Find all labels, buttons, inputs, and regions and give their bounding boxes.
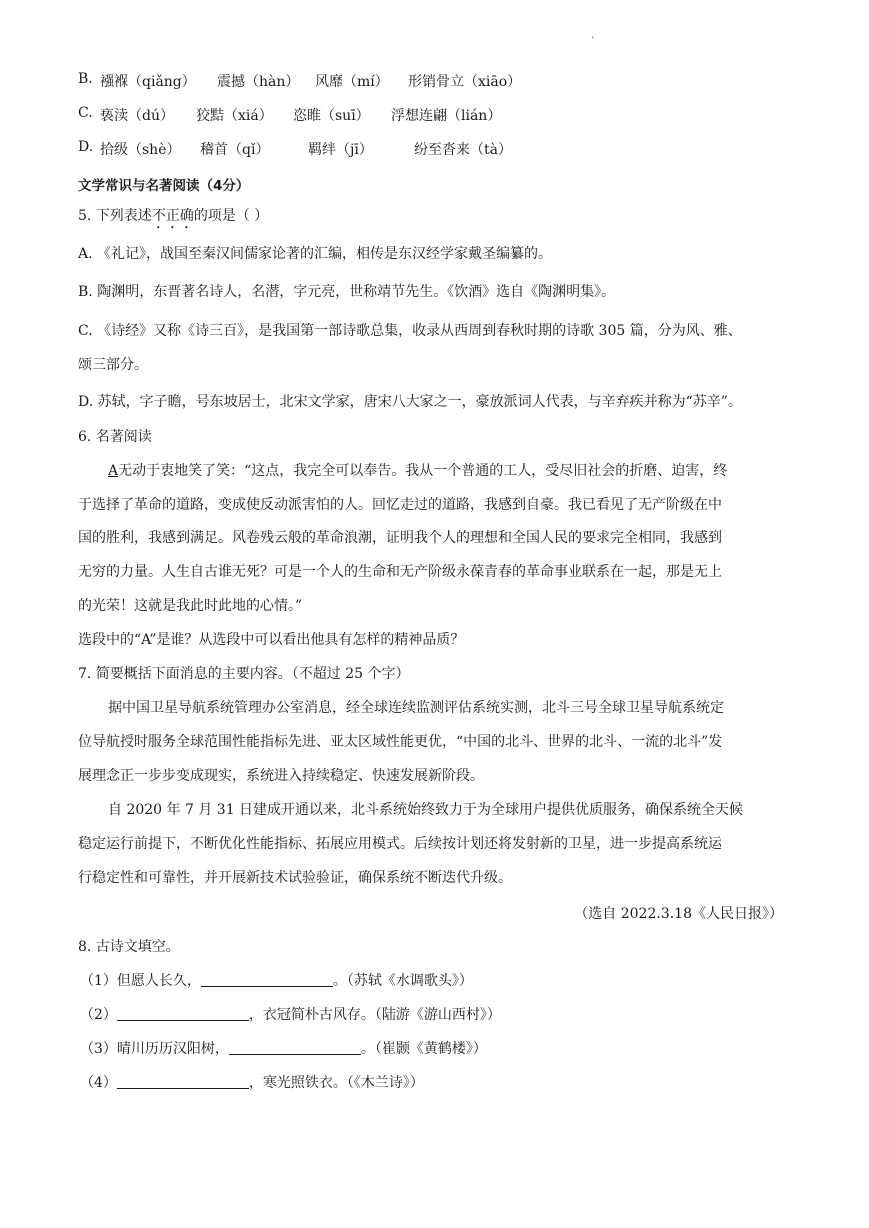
item-suffix: 。（苏轼《水调歌头》） [332, 973, 473, 989]
option-word: 恣睢（suī） [293, 108, 370, 124]
option-label: C. [78, 105, 93, 121]
q5-stem-emphasis: 不正确 [151, 208, 194, 224]
q6-passage-line5: 的光荣！这就是我此时此地的心情。” [78, 598, 303, 614]
option-word: 稽首（qǐ） [200, 142, 270, 158]
q8-item-1 [80, 971, 473, 991]
header-mark: . [591, 30, 595, 41]
option-word: 浮想连翩（lián） [391, 108, 502, 124]
option-word: 形销骨立（xiāo） [408, 74, 522, 90]
option-label: B. [78, 71, 93, 87]
q7-paragraph1-line1: 据中国卫星导航系统管理办公室消息，经全球连续监测评估系统实测，北斗三号全球卫星导航系统定 [108, 700, 724, 716]
q7-title: 7. 简要概括下面消息的主要内容。（不超过 25 个字） [78, 666, 410, 682]
q5-option-c-line1: C. 《诗经》又称《诗三百》，是我国第一部诗歌总集，收录从西周到春秋时期的诗歌 305 篇，分为风、雅、 [78, 323, 742, 339]
fill-in-blank[interactable] [117, 1006, 249, 1021]
q6-passage-line4: 无穷的力量。人生自古谁无死？可是一个人的生命和无产阶级永葆青春的革命事业联系在一起，那是无上 [78, 564, 722, 580]
item-suffix: 。（崔颢《黄鹤楼》） [360, 1041, 487, 1057]
option-word: 震撼（hàn） [217, 74, 300, 90]
item-suffix: ，衣冠简朴古风存。（陆游《游山西村》） [248, 1007, 501, 1023]
q5-option-a: A. 《礼记》，战国至秦汉间儒家论著的汇编，相传是东汉经学家戴圣编纂的。 [78, 246, 553, 262]
option-word: 风靡（mí） [315, 74, 389, 90]
option-word: 襁褓（qiǎng） [100, 74, 196, 90]
item-number: （2） [80, 1007, 117, 1023]
item-prefix: 但愿人长久， [116, 973, 201, 989]
option-word: 羁绊（jī） [308, 142, 373, 158]
option-word: 狡黠（xiá） [196, 108, 273, 124]
option-word: 拾级（shè） [100, 142, 181, 158]
q7-paragraph2-line2: 稳定运行前提下，不断优化性能指标、拓展应用模式。后续按计划还将发射新的卫星，进一步提高系统运 [78, 836, 722, 852]
item-number: （1） [80, 973, 117, 989]
q6-passage-text: 无动于衷地笑了笑：“这点，我完全可以奉告。我从一个普通的工人，受尽旧社会的折磨、迫害，终 [118, 463, 728, 479]
q8-item-4 [80, 1073, 424, 1093]
fill-in-blank[interactable] [201, 972, 333, 987]
option-word: 纷至沓来（tà） [414, 142, 512, 158]
option-word: 亵渎（dú） [100, 108, 174, 124]
q7-paragraph1-line2: 位导航授时服务全球范围性能指标先进、亚太区域性能更优，“中国的北斗、世界的北斗、一流的北斗”发 [78, 734, 723, 750]
q5-stem-pre: 5. 下列表述 [78, 208, 152, 224]
q5-option-b: B. 陶渊明，东晋著名诗人，名潜，字元亮，世称靖节先生。《饮酒》选自《陶渊明集》。 [78, 284, 616, 300]
q8-title: 8. 古诗文填空。 [78, 939, 180, 955]
q8-item-2 [80, 1005, 501, 1025]
fill-in-blank[interactable] [117, 1074, 249, 1089]
item-number: （3） [80, 1041, 117, 1057]
q8-item-3 [80, 1039, 487, 1059]
item-prefix: 晴川历历汉阳树， [116, 1041, 229, 1057]
q6-passage-line3: 国的胜利，我感到满足。风卷残云般的革命浪潮，证明我个人的理想和全国人民的要求完全相同，我感到 [78, 530, 722, 546]
section-title: 文学常识与名著阅读（4分） [78, 178, 250, 194]
fill-in-blank[interactable] [229, 1040, 361, 1055]
option-label: D. [78, 139, 94, 155]
q7-paragraph2-line1: 自 2020 年 7 月 31 日建成开通以来，北斗系统始终致力于为全球用户提供优质服务，确保系统全天候 [108, 802, 744, 818]
q6-question: 选段中的“A”是谁？从选段中可以看出他具有怎样的精神品质？ [78, 632, 465, 648]
q5-stem-post: 的项是（ ） [193, 208, 269, 224]
q7-paragraph1-line3: 展理念正一步步变成现实，系统进入持续稳定、快速发展新阶段。 [78, 768, 484, 784]
q6-title: 6. 名著阅读 [78, 429, 152, 445]
item-number: （4） [80, 1075, 117, 1091]
q7-paragraph2-line3: 行稳定性和可靠性，并开展新技术试验验证，确保系统不断迭代升级。 [78, 870, 512, 886]
item-suffix: ，寒光照铁衣。（《木兰诗》） [248, 1075, 424, 1091]
q5-stem [78, 206, 268, 232]
q6-passage-line2: 于选择了革命的道路，变成使反动派害怕的人。回忆走过的道路，我感到自豪。我已看见了无产阶级在中 [78, 497, 722, 513]
q5-option-d: D. 苏轼，字子瞻，号东坡居士，北宋文学家，唐宋八大家之一，豪放派词人代表，与辛弃疾并称为“苏辛”。 [78, 394, 742, 410]
q7-source: （选自 2022.3.18《人民日报》） [574, 906, 783, 922]
q6-passage-line1 [108, 461, 727, 481]
q5-option-c-line2: 颂三部分。 [78, 357, 148, 373]
q6-letter-a: A [108, 463, 119, 479]
